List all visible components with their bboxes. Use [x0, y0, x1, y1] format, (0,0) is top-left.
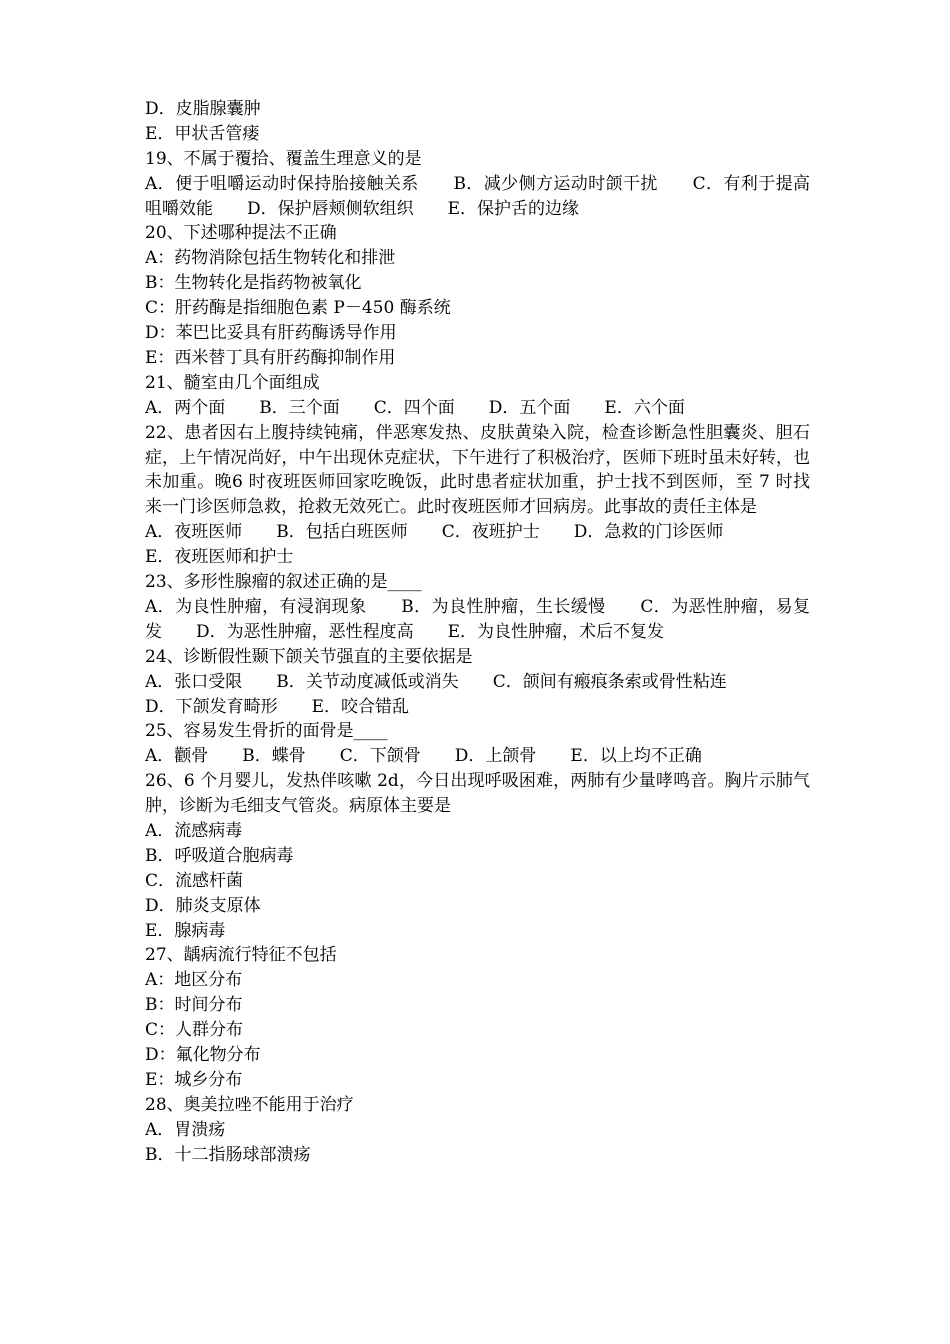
- question-23-options: A．为良性肿瘤，有浸润现象 B．为良性肿瘤，生长缓慢 C．为恶性肿瘤，易复发 D．为恶性肿瘤，恶性程度高 E．为良性肿瘤，术后不复发: [145, 596, 810, 642]
- question-25-options: A．颧骨 B．蝶骨 C．下颌骨 D．上颌骨 E．以上均不正确: [145, 746, 702, 767]
- question-20: 20、下述哪种提法不正确: [145, 223, 337, 244]
- option-line: C：人群分布: [145, 1020, 244, 1041]
- question-22-options: A．夜班医师 B．包括白班医师 C．夜班护士 D．急救的门诊医师: [145, 522, 724, 543]
- option-line: A：药物消除包括生物转化和排泄: [145, 248, 396, 269]
- question-19: 19、不属于覆拾、覆盖生理意义的是: [145, 148, 422, 169]
- question-19-options: A．便于咀嚼运动时保持胎接触关系 B．减少侧方运动时颌干扰 C．有利于提高咀嚼效能 D．保护唇颊侧软组织 E．保护舌的边缘: [145, 173, 810, 219]
- question-21-options: A．两个面 B．三个面 C．四个面 D．五个面 E．六个面: [145, 397, 685, 418]
- option-line: B．十二指肠球部溃疡: [145, 1144, 311, 1165]
- question-27: 27、龋病流行特征不包括: [145, 945, 337, 966]
- option-line: B．呼吸道合胞病毒: [145, 845, 294, 866]
- question-24-options: A．张口受限 B．关节动度减低或消失 C．颌间有瘢痕条索或骨性粘连: [145, 671, 727, 692]
- question-28: 28、奥美拉唑不能用于治疗: [145, 1094, 354, 1115]
- option-line: D．肺炎支原体: [145, 895, 261, 916]
- option-line: A．流感病毒: [145, 820, 243, 841]
- option-line: E．腺病毒: [145, 920, 226, 941]
- option-line: E．夜班医师和护士: [145, 547, 294, 568]
- option-line: E．甲状舌管瘘: [145, 123, 260, 144]
- option-line: D：苯巴比妥具有肝药酶诱导作用: [145, 323, 397, 344]
- document-page: [145, 97, 810, 1167]
- question-21: 21、髓室由几个面组成: [145, 372, 320, 393]
- option-line: E：城乡分布: [145, 1069, 243, 1090]
- option-line: D．皮脂腺囊肿: [145, 99, 261, 119]
- question-24: 24、诊断假性颞下颌关节强直的主要依据是: [145, 646, 473, 667]
- option-line: C：肝药酶是指细胞色素 P－450 酶系统: [145, 298, 451, 319]
- option-line: B：生物转化是指药物被氧化: [145, 273, 362, 294]
- question-25: 25、容易发生骨折的面骨是____: [145, 721, 388, 742]
- option-line: A．胃溃疡: [145, 1119, 226, 1140]
- option-line: D：氟化物分布: [145, 1045, 261, 1065]
- option-line: B：时间分布: [145, 995, 243, 1016]
- question-26: 26、6 个月婴儿，发热伴咳嗽 2d，今日出现呼吸困难，两肺有少量哮鸣音。胸片示肺气肿，诊断为毛细支气管炎。病原体主要是: [145, 771, 810, 817]
- option-line: C．流感杆菌: [145, 870, 244, 891]
- question-24-options: D．下颌发育畸形 E．咬合错乱: [145, 696, 410, 717]
- option-line: E：西米替丁具有肝药酶抑制作用: [145, 347, 396, 368]
- question-22: 22、患者因右上腹持续钝痛，伴恶寒发热、皮肤黄染入院，检查诊断急性胆囊炎、胆石症，上午情况尚好，中午出现休克症状，下午进行了积极治疗，医师下班时虽未好转，也未加重。晚6 时夜班医师回家吃晚饭，此时患者症状加重，护士找不到医师，至 7 时找来一门诊医师急救，抢救无效死亡。此时夜班医师才回病房。此事故的责任主体是: [145, 422, 810, 518]
- question-23: 23、多形性腺瘤的叙述正确的是____: [145, 572, 422, 593]
- option-line: A：地区分布: [145, 970, 243, 991]
